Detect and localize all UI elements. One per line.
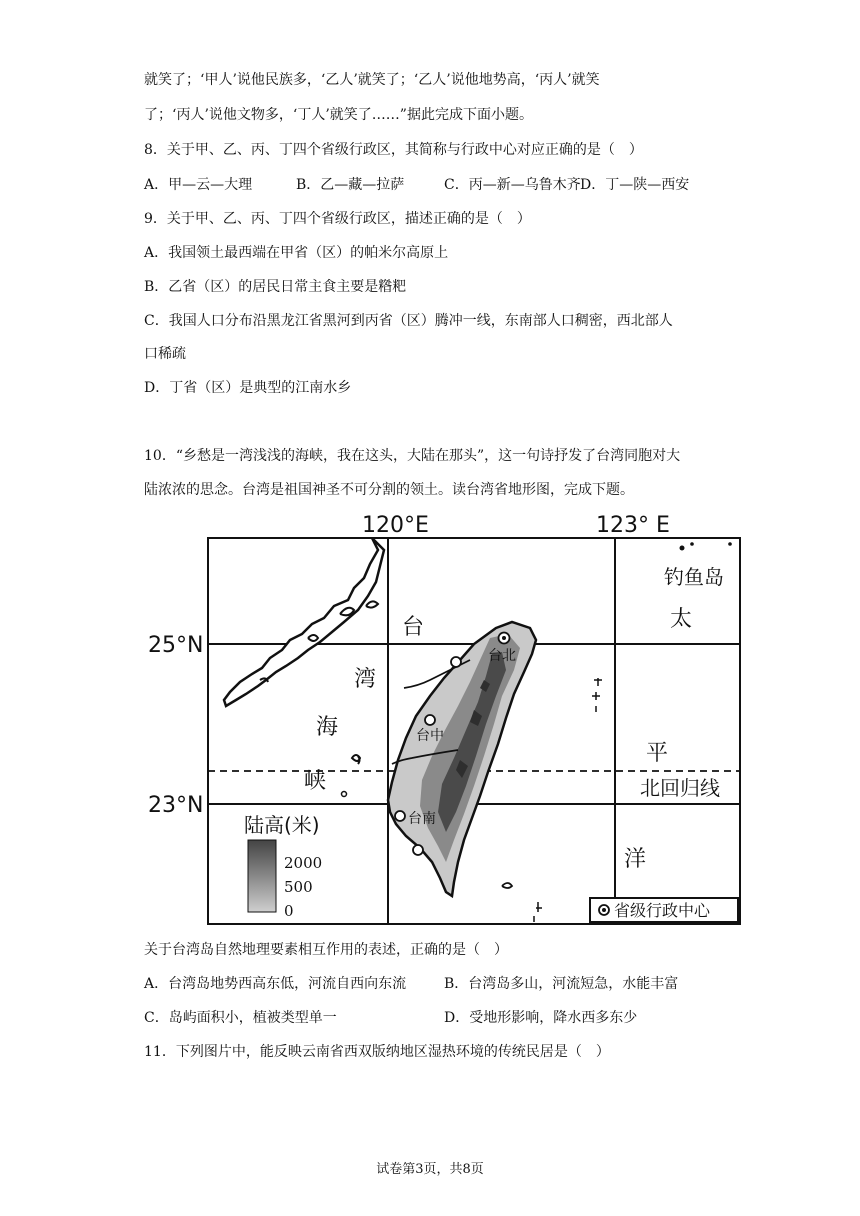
ocean-char-3: 洋 <box>624 847 647 872</box>
q8-option-c[interactable]: C．丙—新—乌鲁木齐 <box>444 177 581 193</box>
diaoyu-dot-1 <box>680 546 685 551</box>
taichung-marker <box>425 715 435 725</box>
page-footer: 试卷第3页，共8页 <box>376 1162 484 1177</box>
diaoyu-dot-3 <box>728 542 732 546</box>
map-svg <box>140 510 750 930</box>
q10-stem-line-2: 陆浓浓的思念。台湾是祖国神圣不可分割的领土。读台湾省地形图，完成下题。 <box>144 482 634 498</box>
q10-options-row-2 <box>144 1008 724 1028</box>
q8-option-d[interactable]: D．丁—陕—西安 <box>580 177 690 193</box>
strait-char-3: 海 <box>316 715 339 740</box>
taipei-capital-dot <box>502 636 506 640</box>
strait-char-2: 湾 <box>354 667 377 692</box>
strait-char-1: 台 <box>402 615 425 640</box>
legend-value-500: 500 <box>284 878 313 896</box>
q9-stem: 9．关于甲、乙、丙、丁四个省级行政区，描述正确的是（ ） <box>144 211 531 227</box>
north-city-marker <box>451 657 461 667</box>
legend-title: 陆高(米) <box>244 813 320 837</box>
ocean-char-2: 平 <box>646 741 669 766</box>
q10-option-a[interactable]: A．台湾岛地势西高东低，河流自西向东流 <box>144 976 407 992</box>
taiwan-terrain-map <box>140 510 750 930</box>
intro-line-1: 就笑了；‘甲人’说他民族多，‘乙人’就笑了；‘乙人’说他地势高，‘丙人’就笑 <box>144 72 600 88</box>
q8-option-a[interactable]: A．甲—云—大理 <box>144 177 253 193</box>
intro-line-2: 了；‘丙人’说他文物多，‘丁人’就笑了……”据此完成下面小题。 <box>144 107 533 123</box>
capital-legend-label: 省级行政中心 <box>614 901 711 920</box>
q10-option-b[interactable]: B．台湾岛多山，河流短急，水能丰富 <box>444 976 679 992</box>
lat-label-23: 23°N <box>148 793 204 818</box>
q8-stem: 8．关于甲、乙、丙、丁四个省级行政区，其简称与行政中心对应正确的是（ ） <box>144 142 643 158</box>
q10-options-row-1 <box>144 974 724 994</box>
q10-stem-line-1: 10．“乡愁是一湾浅浅的海峡，我在这头，大陆在那头”，这一句诗抒发了台湾同胞对大 <box>144 448 681 464</box>
legend-bar <box>248 840 276 912</box>
legend-value-0: 0 <box>284 902 294 920</box>
strait-char-4: 峡 <box>304 769 327 794</box>
ocean-char-1: 太 <box>670 607 693 632</box>
lat-label-25: 25°N <box>148 633 204 658</box>
legend-value-2000: 2000 <box>284 854 323 872</box>
q9-option-c-line-1[interactable]: C．我国人口分布沿黑龙江省黑河到丙省（区）腾冲一线，东南部人口稠密，西北部人 <box>144 313 673 329</box>
city-label-tainan: 台南 <box>408 811 436 827</box>
q10-question: 关于台湾岛自然地理要素相互作用的表述，正确的是（ ） <box>144 942 508 958</box>
q9-option-a[interactable]: A．我国领土最西端在甲省（区）的帕米尔高原上 <box>144 245 449 261</box>
diaoyu-dot-2 <box>690 542 694 546</box>
lon-label-123: 123° E <box>596 513 670 538</box>
q8-option-b[interactable]: B．乙—藏—拉萨 <box>296 177 405 193</box>
q11-stem: 11．下列图片中，能反映云南省西双版纳地区湿热环境的传统民居是（ ） <box>144 1044 610 1060</box>
q8-options <box>144 175 724 195</box>
q10-option-d[interactable]: D．受地形影响，降水西多东少 <box>444 1010 638 1026</box>
tropic-label: 北回归线 <box>640 776 720 800</box>
diaoyu-label: 钓鱼岛 <box>664 565 724 589</box>
q9-option-b[interactable]: B．乙省（区）的居民日常主食主要是糌粑 <box>144 279 407 295</box>
tainan-marker <box>395 811 405 821</box>
south-city-marker <box>413 845 423 855</box>
city-label-taichung: 台中 <box>416 728 444 744</box>
q10-option-c[interactable]: C．岛屿面积小，植被类型单一 <box>144 1010 337 1026</box>
q9-option-c-line-2[interactable]: 口稀疏 <box>144 346 186 362</box>
city-label-taipei: 台北 <box>488 648 516 664</box>
lon-label-120: 120°E <box>362 513 429 538</box>
q9-option-d[interactable]: D．丁省（区）是典型的江南水乡 <box>144 380 352 396</box>
